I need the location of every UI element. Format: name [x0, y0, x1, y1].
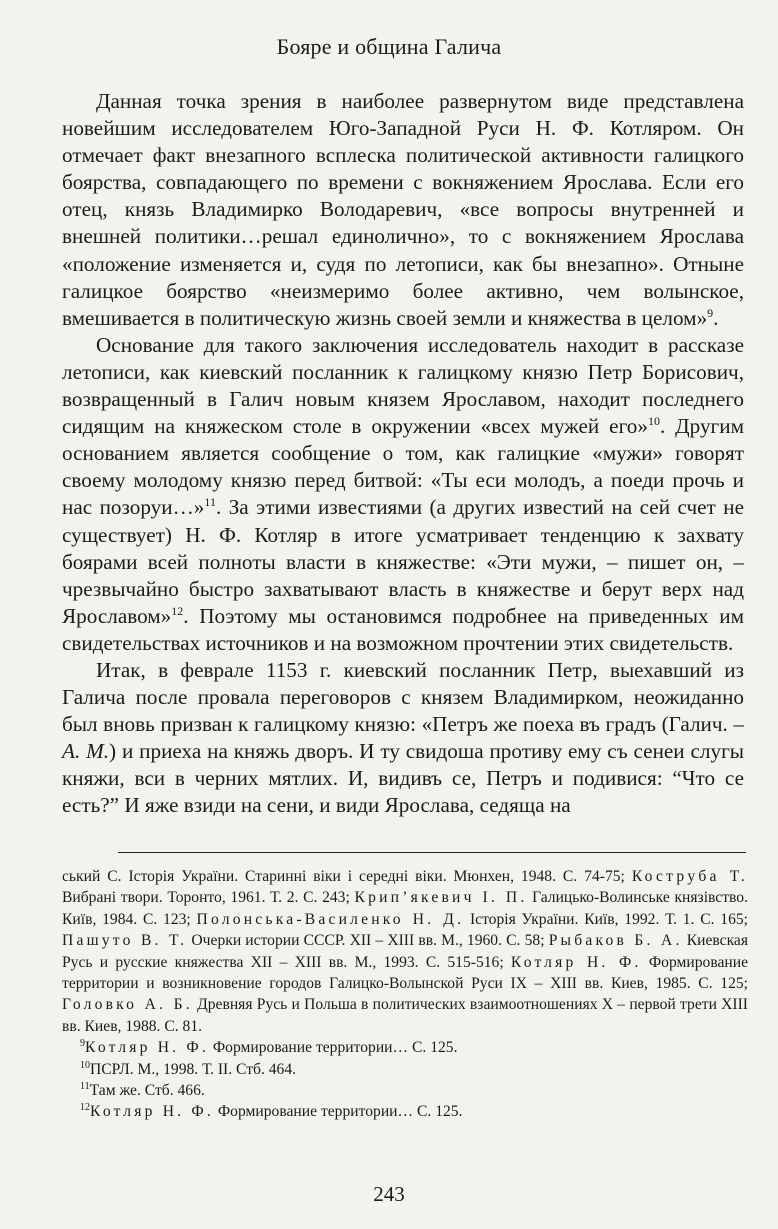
footnote-ref-10: 10: [647, 414, 660, 429]
citation-author: Котляр Н. Ф.: [510, 953, 642, 971]
paragraph-3: [62, 657, 744, 820]
footnote-number: 12: [80, 1102, 90, 1114]
paragraph-text: Данная точка зрения в наиболее развернутом виде представлена новейшим исследователем Юго-Западной Руси Н. Ф. Котляром. Он отмечает факт внезапного всплеска политической активности галицкого боярства, совпадающего по времени с вокняжением Ярослава. Если его отец, князь Владимирко Володаревич, «все вопросы внутренней и внешней политики…решал единолично», то с вокняжением Ярослава «положение изменяется и, судя по летописи, как бы внезапно». Отныне галицкое боярство «неизмеримо более активно, чем волынское, вмешивается в политическую жизнь своей земли и княжества в целом»: [62, 89, 744, 330]
citation-text: Очерки истории СССР. XII – XIII вв. М., 1960. С. 58;: [187, 932, 549, 950]
citation-author: Головко А. Б.: [62, 996, 193, 1014]
paragraph-text: . Поэтому мы остановимся подробнее на приведенных им свидетельствах источников и на возможном прочтении этих свидетельств.: [62, 603, 744, 655]
footnote-number: 9: [80, 1038, 85, 1050]
running-head: Бояре и община Галича: [276, 34, 502, 59]
citation-text: Древняя Русь и Польша в политических взаимоотношениях X – первой трети XIII вв. Киев, 1988. С. 81.: [62, 996, 749, 1035]
citation-text: Там же. Стб. 466.: [89, 1082, 205, 1100]
footnote-ref-12: 12: [171, 603, 184, 618]
paragraph-text: . Другим основанием является сообщение о том, как галицкие «мужи» говорят своему молодому князю перед битвой: «Ты еси молодъ, а поеди прочь и нас позоруи…»: [62, 414, 744, 520]
citation-author: Котляр Н. Ф.: [90, 1103, 214, 1121]
footnote-11: [62, 1080, 748, 1101]
footnote-number: 11: [80, 1081, 90, 1093]
footnote-9: [62, 1037, 748, 1058]
footnote-rule: [118, 852, 746, 853]
citation-author: Крип’якевич І. П.: [354, 889, 528, 907]
citation-author: Рыбаков Б. А.: [548, 932, 683, 950]
footnote-ref-9: 9: [707, 305, 714, 320]
citation-author: Кострyба Т.: [631, 868, 748, 885]
footnote-number: 10: [80, 1059, 90, 1071]
citation-text: Формирование территории… С. 125.: [213, 1103, 463, 1121]
citation-author: Полонська-Василенко Н. Д.: [196, 910, 465, 928]
citation-text: Формирование территории и возникновение городов Галицко-Волынской Руси IX – XIII вв. Киев, 1985. С. 125;: [62, 953, 749, 993]
citation-text: Галицько-Волинське князівство. Київ, 1984. С. 123;: [62, 889, 748, 928]
paragraph-text: Итак, в феврале 1153 г. киевский посланник Петр, выехавший из Галича после провала переговоров с князем Владимирком, неожиданно был вновь призван к галицкому князю: «Петръ же поеха въ градъ (Галич. –: [62, 657, 744, 737]
citation-text: ський С. Історія України. Старинні віки і середні віки. Мюнхен, 1948. С. 74-75;: [62, 868, 632, 885]
citation-text: ПСРЛ. М., 1998. Т. II. Стб. 464.: [90, 1060, 297, 1078]
paragraph-2: [62, 332, 744, 657]
citation-text: Вибрані твори. Торонто, 1961. Т. 2. С. 243;: [62, 889, 355, 907]
page-number: 243: [373, 1182, 405, 1206]
footnotes: [62, 866, 748, 1123]
citation-text: Киевская Русь и русские княжества XII – XIII вв. М., 1993. С. 515-516;: [62, 932, 749, 971]
footnote-12: [62, 1101, 748, 1122]
main-text: [62, 88, 744, 820]
citation-author: Пашуто В. Т.: [62, 932, 188, 950]
footnote-continuation: [62, 866, 748, 1037]
author-initials: А. М.: [62, 739, 110, 764]
paragraph-text: Основание для такого заключения исследователь находит в рассказе летописи, как киевский посланник к галицкому князю Петр Борисович, возвращенный в Галич новым князем Ярославом, находит последнего сидящим на княжеском столе в окружении «всех мужей его»: [62, 332, 744, 439]
paragraph-text: .: [713, 305, 719, 330]
footnote-ref-11: 11: [204, 495, 216, 510]
paragraph-text: . За этими известиями (а других известий на сей счет не существует) Н. Ф. Котляр в итоге усматривает тенденцию к захвату боярами всей полноты власти в княжестве: «Эти мужи, – пишет он, – чрезвычайно быстро захватывают власть в княжестве и берут верх над Ярославом»: [62, 495, 744, 628]
citation-text: Історія України. Київ, 1992. Т. 1. С. 165;: [464, 910, 748, 928]
paragraph-1: [62, 88, 744, 332]
paragraph-text: ) и приеха на княжь дворъ. И ту свидоша противу ему съ сенеи слугы княжи, вси в черних мятлих. И, видивъ се, Петръ и подивися: “Что се есть?” И яже взиди на сени, и види Ярослава, седяща на: [62, 739, 744, 818]
footnote-10: [62, 1059, 748, 1080]
citation-text: Формирование территории… С. 125.: [208, 1039, 458, 1057]
citation-author: Котляр Н. Ф.: [85, 1039, 209, 1057]
